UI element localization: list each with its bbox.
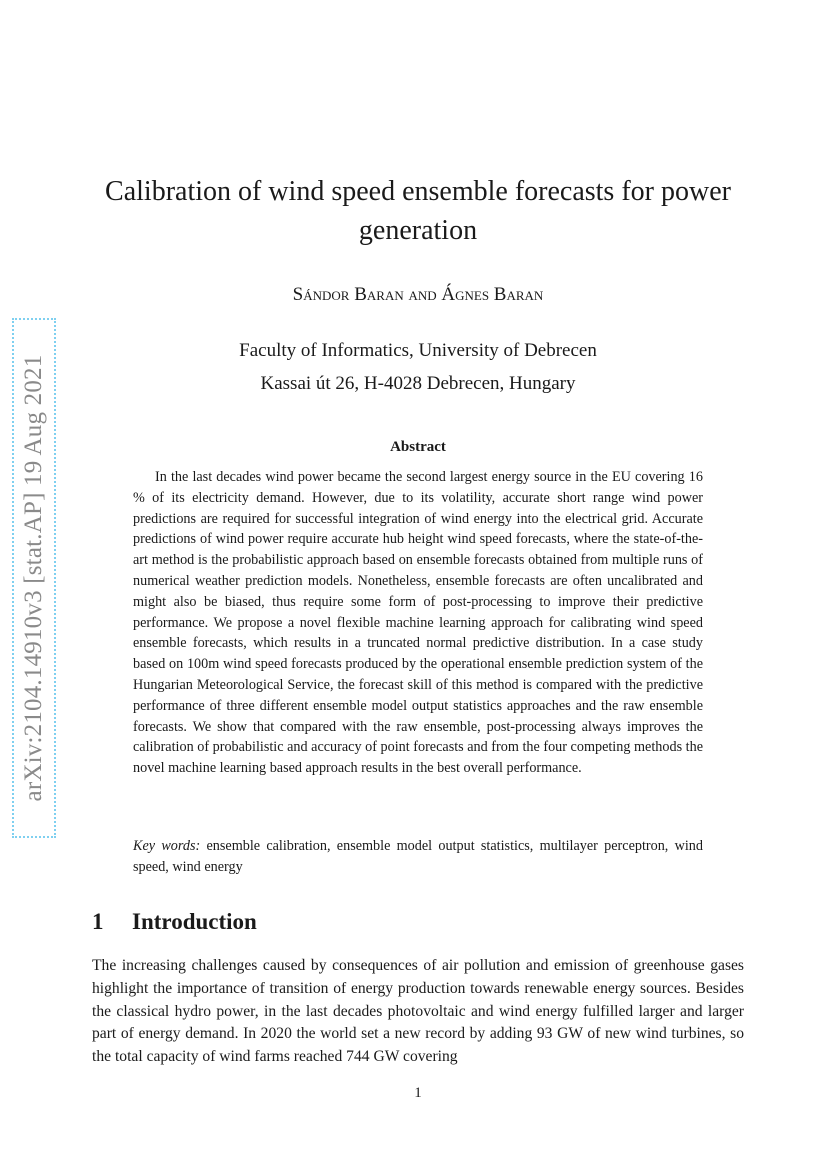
section-number: 1: [92, 909, 104, 934]
page-number: 1: [414, 1085, 422, 1101]
abstract-body: In the last decades wind power became the second largest energy source in the EU covering 16 % of its electricity demand. However, due to its volatility, accurate short range wind power predictions are required for successful integration of wind energy into the electrical grid. Accurate predictions of wind power require accurate hub height wind speed forecasts, where the state-of-the-art method is the probabilistic approach based on ensemble forecasts obtained from multiple runs of numerical weather prediction models. Nonetheless, ensemble forecasts are often uncalibrated and might also be biased, thus require some form of post-processing to improve their predictive performance. We propose a novel flexible machine learning approach for calibrating wind speed ensemble forecasts, which results in a truncated normal predictive distribution. In a case study based on 100m wind speed forecasts produced by the operational ensemble prediction system of the Hungarian Meteorological Service, the forecast skill of this method is compared with the predictive performance of three different ensemble model output statistics approaches and the raw ensemble forecasts. We show that compared with the raw ensemble, post-processing always improves the calibration of probabilistic and accuracy of point forecasts and from the four competing methods the novel machine learning based approach results in the best overall performance.: [133, 469, 703, 777]
section-title: Introduction: [132, 909, 257, 934]
abstract-heading: Abstract: [390, 439, 446, 455]
introduction-body: The increasing challenges caused by consequences of air pollution and emission of greenhouse gases highlight the importance of transition of energy production towards renewable energy sources. Besides the classical hydro power, in the last decades photovoltaic and wind energy fulfilled larger and larger part of energy demand. In 2020 the world set a new record by adding 93 GW of new wind turbines, so the total capacity of wind farms reached 744 GW covering: [92, 957, 744, 1066]
arxiv-stamp: [12, 318, 56, 838]
keywords-label: Key words:: [133, 838, 201, 854]
section-heading-introduction: [92, 907, 257, 937]
affiliation: [90, 334, 746, 400]
paper-authors: Sándor Baran and Ágnes Baran: [292, 284, 544, 305]
arxiv-identifier[interactable]: arXiv:2104.14910v3 [stat.AP] 19 Aug 2021: [20, 354, 47, 802]
keywords-text: ensemble calibration, ensemble model output statistics, multilayer perceptron, wind speed, wind energy: [133, 838, 703, 875]
affiliation-line-1: Faculty of Informatics, University of Debrecen: [239, 340, 597, 361]
paper-title: Calibration of wind speed ensemble forecasts for power generation: [105, 176, 731, 246]
affiliation-line-2: Kassai út 26, H-4028 Debrecen, Hungary: [260, 373, 576, 394]
keywords: [133, 836, 703, 878]
